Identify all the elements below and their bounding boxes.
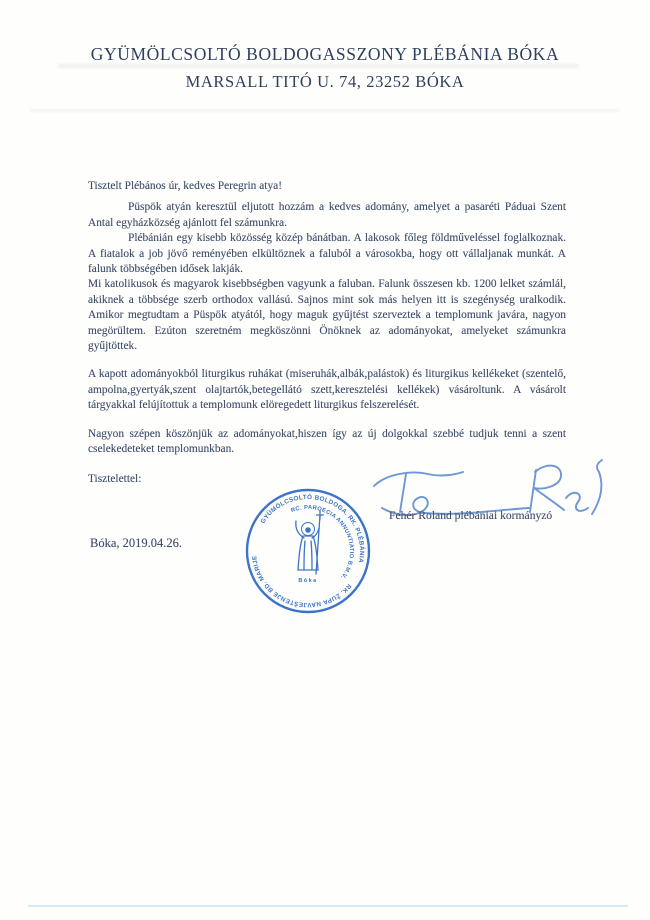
letterhead xyxy=(0,44,650,92)
closing-salutation: Tisztelettel: xyxy=(88,472,142,485)
letter-body xyxy=(88,179,566,487)
scan-artifact-bottom-line xyxy=(28,905,628,907)
paragraph-1: Püspök atyán keresztül eljutott hozzám a kedves adomány, amelyet a pasaréti Páduai Szent Antal egyházközség ajánlott fel számunkra. xyxy=(88,201,566,229)
signature-stroke xyxy=(374,472,463,486)
signature-stroke xyxy=(592,460,602,514)
stamp-ring-text-latin: RC. PAROECIA ANNUNTIATIO B.M.V. xyxy=(290,504,355,580)
paragraph-4: A kapott adományokból liturgikus ruhákat (miseruhák,albák,palástok) és liturgikus kellékeket (szentelő, ampolna,gyertyák,szent olajtartók,betegellátó szett,keresztelési kellékek) vásároltunk. A vásárolt tárgyakkal felújítottuk a templomunk elöregedett liturgikus felszerelését. xyxy=(88,368,566,412)
paragraph-5: Nagyon szépen köszönjük az adományokat,hiszen így az új dolgokkal szebbé tudjuk tenni a szent cselekedeteket templomunkban. xyxy=(88,427,566,456)
stamp-ring-text-hungarian: GYÜMÖLCSOLTÓ BOLDOGA. RK. PLÉBÁNIA xyxy=(259,493,366,564)
signature-stroke xyxy=(530,470,536,512)
parish-stamp xyxy=(243,486,373,616)
letterhead-title: GYÜMÖLCSOLTÓ BOLDOGASSZONY PLÉBÁNIA BÓKA xyxy=(90,44,560,64)
signature-stroke xyxy=(534,466,564,510)
signer-name-title: Fehér Roland plébániai kormányzó xyxy=(389,509,553,522)
stamp-saint-figure xyxy=(296,511,324,574)
paragraph-3: Mi katolikusok és magyarok kisebbségben vagyunk a faluban. Falunk összesen kb. 1200 lelket számlál, akiknek a többsége szerb orthodox vallású. Sajnos mint sok más helyen itt is szegénység uralkodik. Amikor megtudtam a Püspök atyától, hogy maguk gyűjtést szerveztek a templomunk javára, nagyon megörültem. Ezúton szeretném megköszönni Önöknek az adományokat, amelyeket számunkra gyűjtöttek. xyxy=(88,278,566,353)
place-and-date: Bóka, 2019.04.26. xyxy=(90,536,183,550)
letterhead-address: MARSALL TITÓ U. 74, 23252 BÓKA xyxy=(185,72,465,91)
stamp-center-label: Bóka xyxy=(298,578,318,584)
paragraph-2: Plébánián egy kisebb közösség közép bánátban. A lakosok főleg földműveléssel foglalkoznak. A fiatalok a job jövő reményében elkültöznek a faluból a városokba, hogy ott vállaljanak munkát. A falunk többségében idősek lakják. xyxy=(88,232,566,276)
scan-artifact-streak xyxy=(30,109,620,112)
stamp-ring-text-croatian: RK. ŽUPA NAVJEŠTENJE BD. MARIJE xyxy=(251,555,353,609)
salutation: Tisztelt Plébános úr, kedves Peregrin atya! xyxy=(88,180,282,192)
signature-stroke xyxy=(400,474,406,512)
signature-stroke xyxy=(566,493,588,511)
